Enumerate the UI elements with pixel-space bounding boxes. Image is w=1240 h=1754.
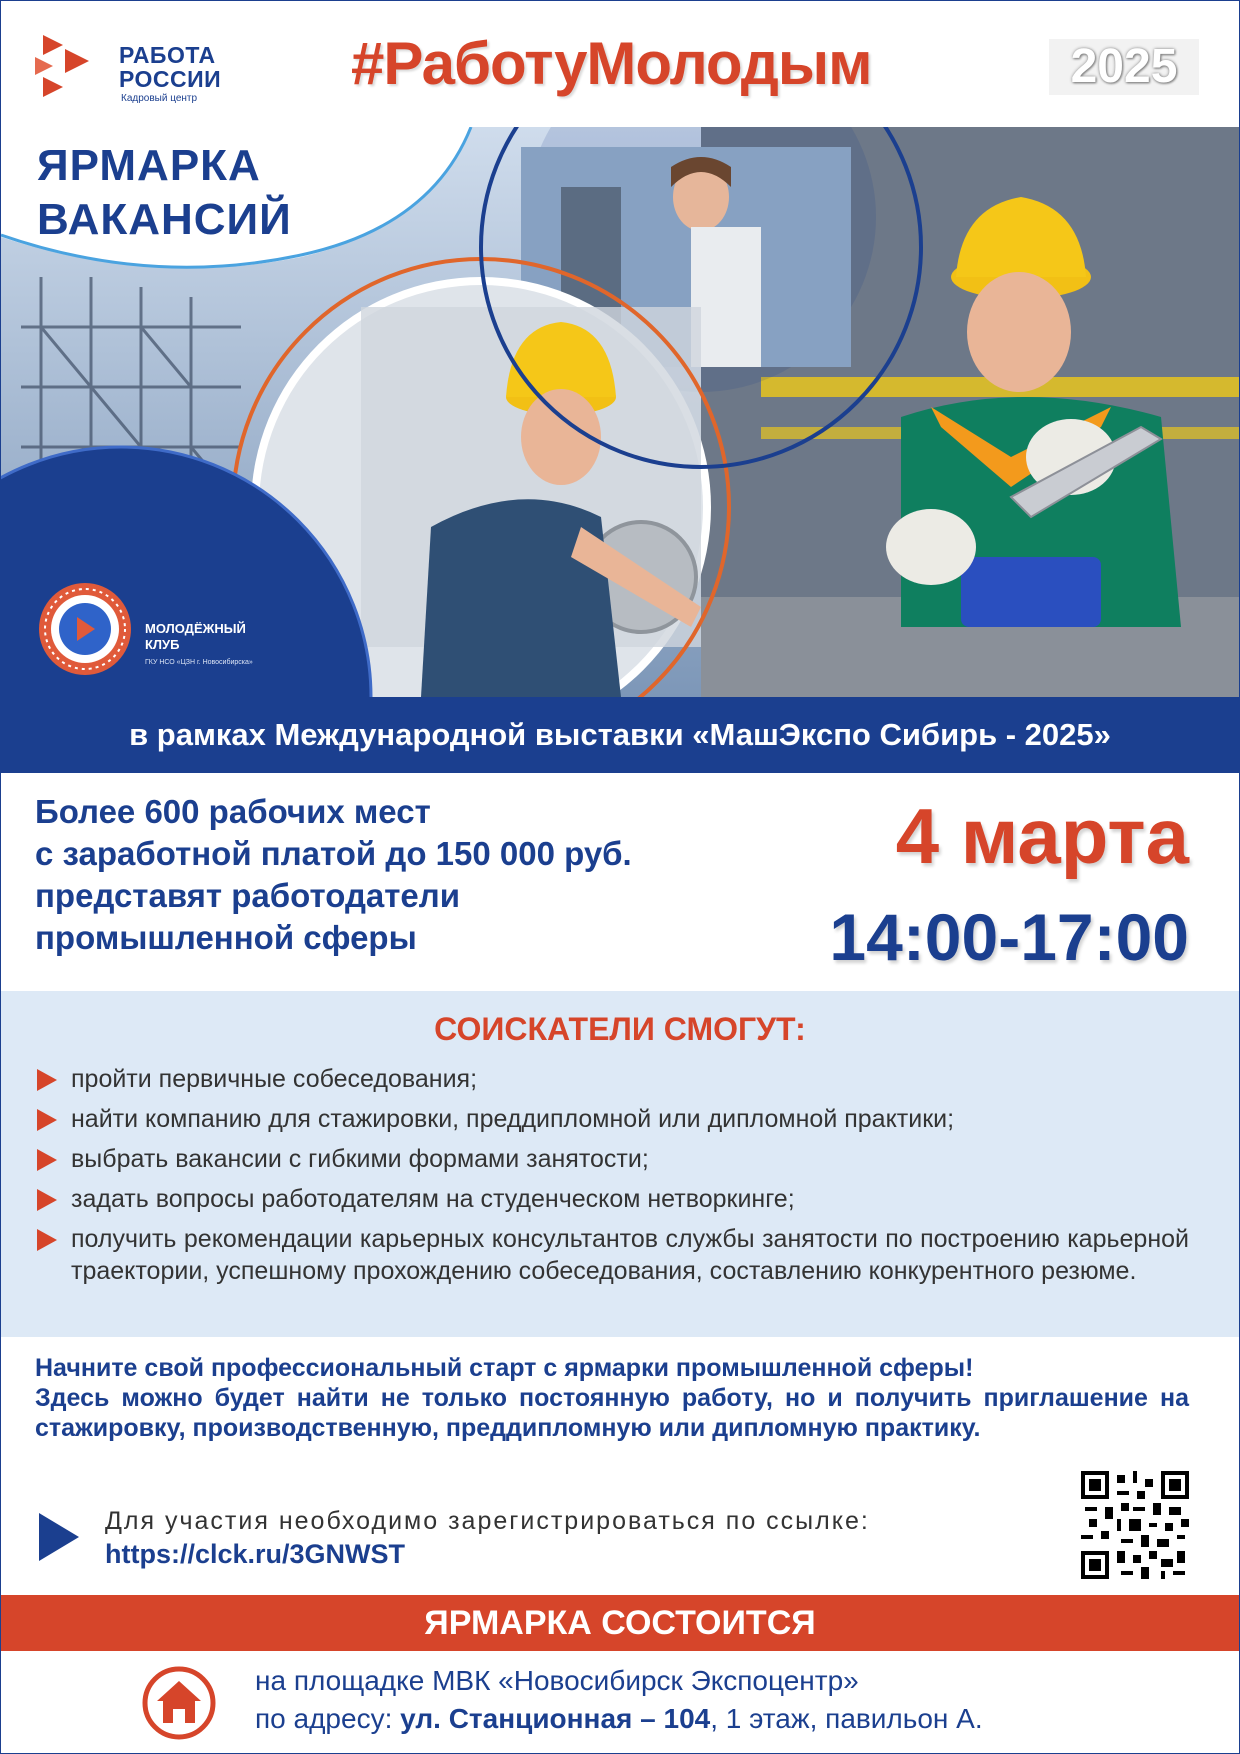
address-street: ул. Станционная – 104 (400, 1703, 711, 1734)
list-item-text: пройти первичные собеседования; (71, 1065, 478, 1093)
applicants-list (35, 1063, 1189, 1295)
applicants-title: СОИСКАТЕЛИ СМОГУТ: (434, 1011, 806, 1047)
list-item (35, 1143, 1189, 1175)
call-to-action (35, 1353, 1189, 1443)
exhibition-strip: в рамках Международной выставки «МашЭкспо Сибирь - 2025» (1, 697, 1239, 773)
youth-club-logo (37, 581, 277, 681)
fair-location-title: ЯРМАРКА СОСТОИТСЯ (1, 1595, 1239, 1651)
home-icon (141, 1665, 217, 1741)
triangle-bullet-icon (37, 1189, 57, 1211)
venue-block (1, 1651, 1239, 1753)
event-time: 14:00-17:00 (829, 900, 1189, 974)
logo-line1: РАБОТА (119, 42, 216, 68)
address-prefix: по адресу: (255, 1703, 393, 1734)
jobs-info-line: Более 600 рабочих мест (35, 793, 431, 830)
jobs-info-line: представят работодатели (35, 877, 461, 914)
club-line1: МОЛОДЁЖНЫЙ (145, 621, 246, 636)
title-line1: ЯРМАРКА (37, 141, 261, 190)
address-suffix: , 1 этаж, павильон А. (710, 1703, 983, 1734)
jobs-info-line: с заработной платой до 150 000 руб. (35, 835, 632, 872)
list-item (35, 1223, 1189, 1287)
cta-line2: Здесь можно будет найти не только постоянную работу, но и получить приглашение на стажировку, производственную, преддипломную или дипломную практику. (35, 1384, 1189, 1442)
cta-line1: Начните свой профессиональный старт с ярмарки промышленной сферы! (35, 1354, 974, 1382)
list-item-text: задать вопросы работодателям на студенческом нетворкинге; (71, 1185, 795, 1213)
logo-mark-icon (35, 31, 107, 101)
triangle-bullet-icon (37, 1149, 57, 1171)
logo-line2: РОССИИ (119, 66, 222, 92)
fair-title (37, 139, 292, 247)
club-line2: КЛУБ (145, 637, 180, 652)
registration-block (35, 1505, 975, 1575)
rabota-rossii-logo[interactable] (35, 31, 235, 104)
list-item-text: выбрать вакансии с гибкими формами занятости; (71, 1145, 649, 1173)
triangle-bullet-icon (37, 1069, 57, 1091)
event-date: 4 марта (895, 792, 1189, 880)
logo-subtitle: Кадровый центр (121, 93, 198, 104)
youth-club-badge-icon (37, 581, 133, 677)
logo-text (119, 43, 221, 91)
triangle-bullet-icon (37, 1229, 57, 1251)
year-badge: 2025 (1049, 39, 1199, 95)
list-item (35, 1183, 1189, 1215)
youth-club-text (145, 621, 246, 653)
registration-text: Для участия необходимо зарегистрироваться по ссылке: (105, 1507, 870, 1535)
title-line2: ВАКАНСИЙ (37, 195, 292, 244)
venue-address (255, 1703, 983, 1735)
list-item-text: получить рекомендации карьерных консультантов службы занятости по построению карьерной траектории, успешному прохождению собеседования, составлению конкурентного резюме. (71, 1225, 1189, 1285)
jobs-info-line: промышленной сферы (35, 919, 417, 956)
list-item (35, 1063, 1189, 1095)
list-item-text: найти компанию для стажировки, преддипломной или дипломной практики; (71, 1105, 955, 1133)
venue-name: на площадке МВК «Новосибирск Экспоцентр» (255, 1665, 859, 1696)
qr-code-icon[interactable] (1081, 1471, 1189, 1579)
jobs-info (35, 791, 632, 959)
triangle-bullet-icon (37, 1109, 57, 1131)
hashtag-title: #РаботуМолодым (351, 30, 872, 97)
applicants-section (1, 991, 1239, 1337)
club-subtitle: ГКУ НСО «ЦЗН г. Новосибирска» (145, 659, 253, 666)
registration-link[interactable]: https://clck.ru/3GNWST (105, 1539, 406, 1569)
list-item (35, 1103, 1189, 1135)
play-arrow-icon (39, 1513, 79, 1561)
